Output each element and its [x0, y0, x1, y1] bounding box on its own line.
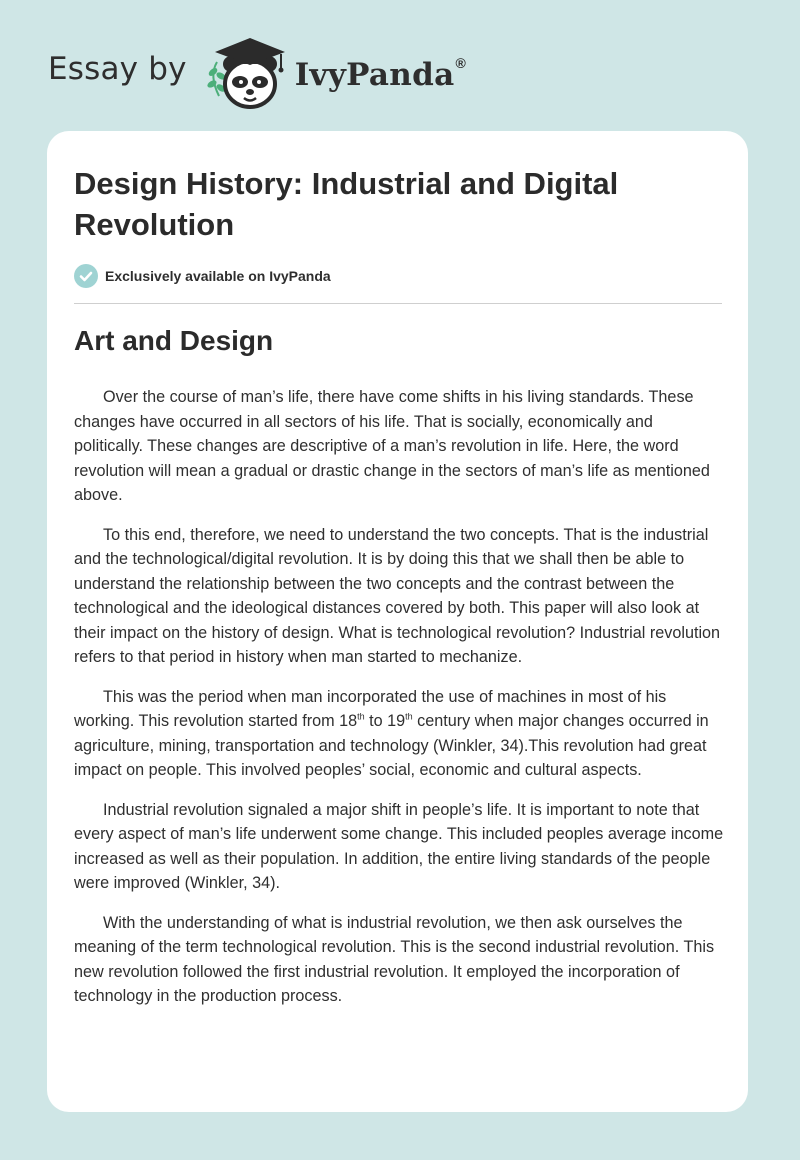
site-header	[48, 32, 466, 114]
brand-name[interactable]	[295, 57, 466, 93]
title-divider	[74, 303, 722, 304]
paragraph-5: With the understanding of what is industrial revolution, we then ask ourselves the meaning of the term technological revolution. This is the second industrial revolution. This new revolution followed the first industrial revolution. It employed the incorporation of technology in the production process.	[74, 913, 715, 1005]
essay-by-label: Essay by	[48, 51, 187, 87]
paragraph-3-part-a: This was the period when man incorporated the use of machines in most of his working. This revolution started from 18	[74, 687, 667, 730]
exclusive-badge	[74, 264, 331, 288]
article-card	[47, 131, 748, 1112]
paragraph-3-part-c: century when major changes occurred in agriculture, mining, transportation and technology (Winkler, 34).This revolution had great impact on people. This involved peoples’ social, economic and cultural aspects.	[74, 712, 709, 779]
paragraph-1: Over the course of man’s life, there have come shifts in his living standards. These changes have occurred in all sectors of his life. That is socially, economically and politically. These changes are descriptive of a man’s revolution in life. Here, the word revolution will mean a gradual or drastic change in the sectors of man’s life as mentioned above.	[74, 388, 710, 504]
paragraph-4: Industrial revolution signaled a major shift in people’s life. It is important to note that every aspect of man’s life underwent some change. This included peoples average income increased as well as their population. In addition, the entire living standards of the people were improved (Winkler, 34).	[74, 800, 724, 892]
check-circle-icon	[74, 264, 98, 288]
ordinal-suffix-2: th	[405, 711, 413, 722]
brand-text: IvyPanda	[294, 57, 455, 93]
article-title: Design History: Industrial and Digital Revolution	[74, 166, 619, 242]
article-body	[74, 385, 724, 1024]
registered-mark: ®	[455, 55, 467, 71]
panda-graduate-logo-icon[interactable]	[201, 32, 293, 114]
paragraph-2: To this end, therefore, we need to understand the two concepts. That is the industrial and the technological/digital revolution. It is by doing this that we shall then be able to understand the relationship between the two concepts and the contrast between the technological and the ideological distances covered by both. This paper will also look at their impact on the history of design. What is technological revolution? Industrial revolution refers to that period in history when man started to mechanize.	[74, 525, 721, 666]
paragraph-3-part-b: to 19	[364, 712, 406, 730]
paragraph-3	[74, 685, 724, 783]
ordinal-suffix-1: th	[357, 711, 365, 722]
exclusive-text: Exclusively available on IvyPanda	[105, 268, 331, 284]
section-heading: Art and Design	[74, 325, 274, 356]
